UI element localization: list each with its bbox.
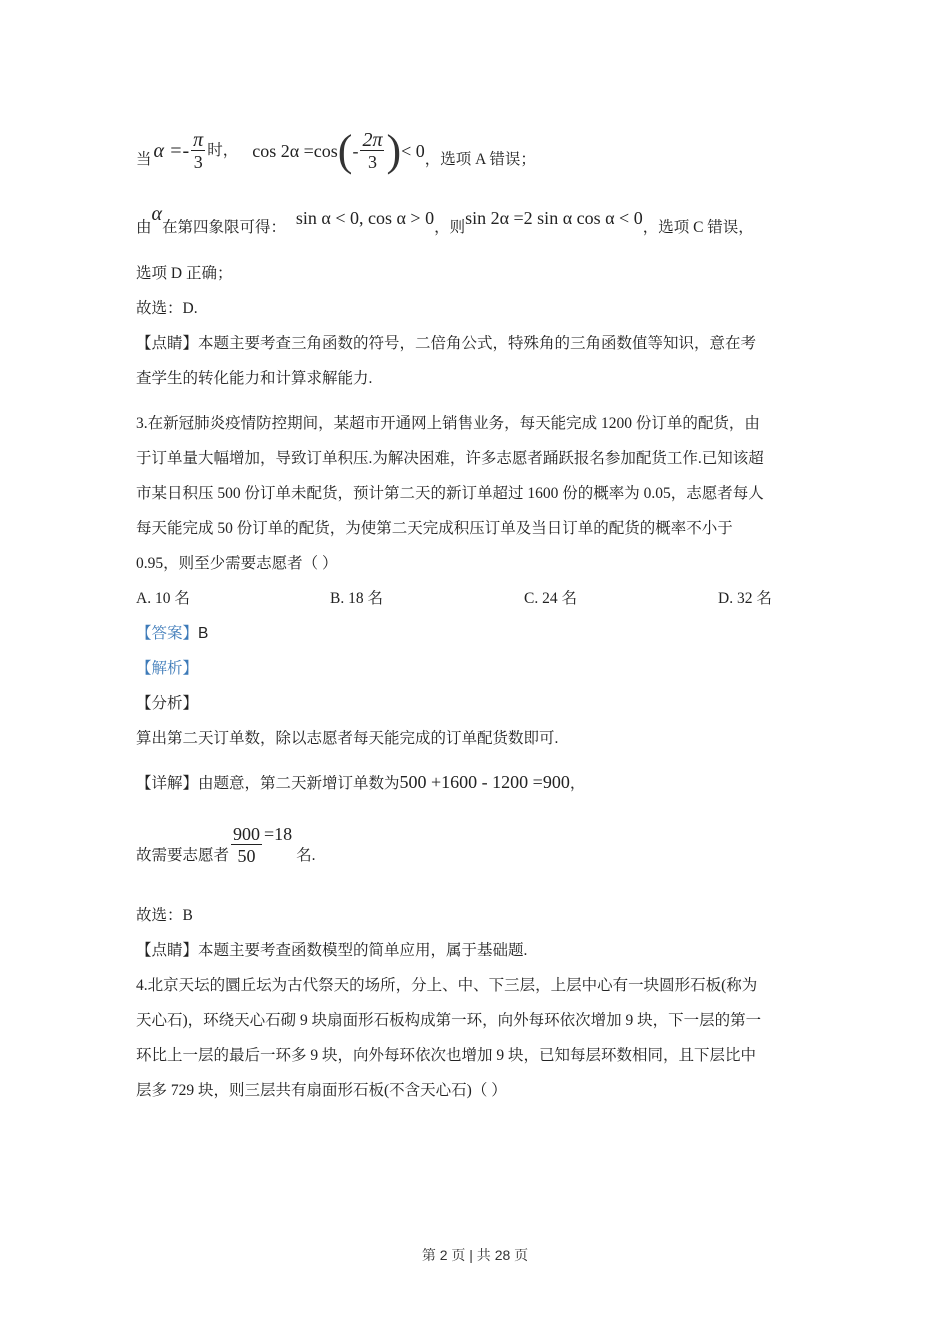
fraction-pi-over-3: $\frac{\pi}{3}$ [193, 128, 204, 172]
fenxi-label: 【分析】 [136, 695, 199, 712]
fraction-2pi-over-3: $\frac{2\pi}{3}$ [362, 128, 383, 172]
text: ， [569, 775, 586, 792]
text: 故需要志愿者 [136, 847, 230, 864]
question-4-line: 天心石)，环绕天心石砌 9 块扇面形石板构成第一环，向外每环依次增加 9 块，下一层的第一 [136, 1012, 762, 1029]
question-3-line: 0.95，则至少需要志愿者（ ） [136, 555, 338, 572]
fenxi-text: 算出第二天订单数，除以志愿者每天能完成的订单配货数即可. [136, 730, 559, 747]
math-cos2alpha: cos 2α =cos [252, 141, 338, 161]
question-4-line: 层多 729 块，则三层共有扇面形石板(不含天心石)（ ） [136, 1082, 507, 1099]
math-alpha-eq: α =- [153, 140, 190, 162]
text: 时， [207, 142, 239, 159]
choose-answer-b: 故选：B [136, 907, 193, 924]
question-3-options [136, 589, 912, 609]
text: 由 [136, 219, 152, 236]
text: ，选项 C 错误， [642, 219, 754, 236]
math-order-calc: 500 +1600 - 1200 =900 [399, 772, 570, 792]
math-less-than-zero: < 0 [401, 141, 425, 161]
question-3-line: 每天能完成 50 份订单的配货，为使第二天完成积压订单及当日订单的配货的概率不小于 [136, 520, 733, 537]
option-d: D. 32 名 [718, 590, 772, 607]
text: 在第四象限可得： [162, 219, 287, 236]
analysis-label: 【解析】 [136, 660, 199, 677]
option-a: A. 10 名 [136, 590, 190, 607]
choose-answer-d: 故选：D. [136, 300, 198, 317]
math-equals-18: =18 [264, 824, 293, 844]
answer-line [136, 624, 208, 644]
text: ，则 [434, 219, 466, 236]
option-c: C. 24 名 [524, 590, 577, 607]
text: 名. [296, 847, 316, 864]
text: 【详解】由题意，第二天新增订单数为 [136, 775, 400, 792]
left-paren: ( [337, 126, 353, 175]
xiangjie-line [136, 772, 585, 794]
solution-line-option-a [136, 126, 536, 176]
dianjing-note: 【点睛】本题主要考查函数模型的简单应用，属于基础题. [136, 942, 528, 959]
page-footer: 第 2 页 | 共 28 页 [421, 1247, 529, 1263]
dianjing-note: 【点睛】本题主要考查三角函数的符号，二倍角公式，特殊角的三角函数值等知识，意在考 [136, 335, 757, 352]
math-inequalities: sin α < 0, cos α > 0 [295, 208, 435, 228]
math-sin2alpha: sin 2α =2 sin α cos α < 0 [465, 208, 643, 228]
fraction-900-over-50: $\frac{900}{50}$ [233, 823, 261, 866]
math-alpha: α [151, 203, 163, 225]
solution-line-option-c [136, 204, 754, 234]
text: ，选项 A 错误； [424, 151, 536, 168]
right-paren: ) [386, 126, 402, 175]
question-4-line: 4.北京天坛的圜丘坛为古代祭天的场所，分上、中、下三层，上层中心有一块圆形石板(称为 [136, 977, 758, 994]
question-3-line: 于订单量大幅增加，导致订单积压.为解决困难，许多志愿者踊跃报名参加配货工作.已知该超 [136, 450, 764, 467]
answer-value: B [198, 625, 209, 642]
question-3-line: 3.在新冠肺炎疫情防控期间，某超市开通网上销售业务，每天能完成 1200 份订单的配货，由 [136, 415, 760, 432]
question-3-line: 市某日积压 500 份订单未配货，预计第二天的新订单超过 1600 份的概率为 0.05，志愿者每人 [136, 485, 764, 502]
text-line: 查学生的转化能力和计算求解能力. [136, 370, 373, 387]
volunteer-calc-line [136, 820, 316, 870]
text: 当 [136, 151, 152, 168]
answer-label: 【答案】 [136, 625, 199, 642]
text-line: 选项 D 正确； [136, 265, 233, 282]
option-b: B. 18 名 [330, 590, 383, 607]
question-4-line: 环比上一层的最后一环多 9 块，向外每环依次也增加 9 块，已知每层环数相同，且下层比中 [136, 1047, 757, 1064]
math-minus: - [352, 141, 359, 161]
